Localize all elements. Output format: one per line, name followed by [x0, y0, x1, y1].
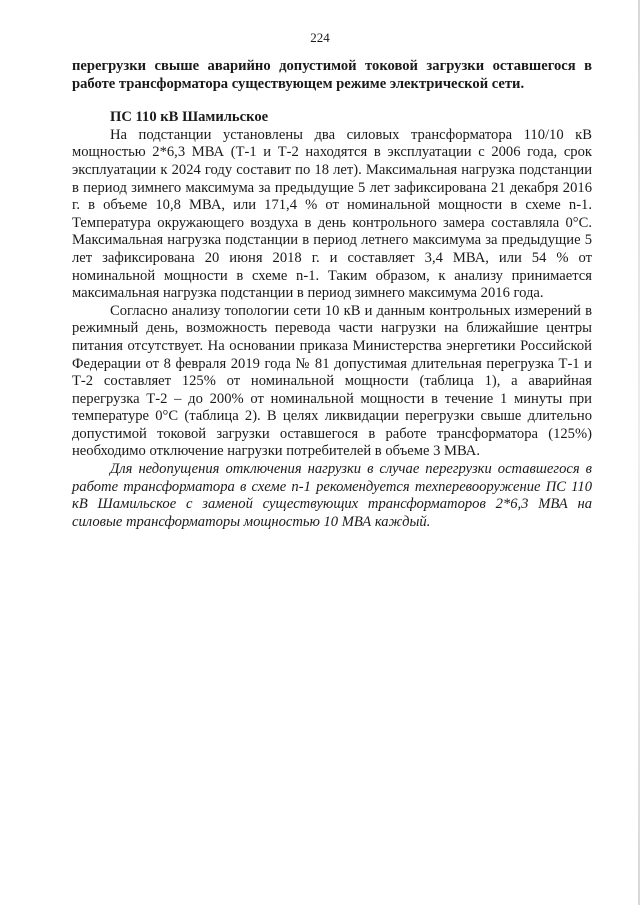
paragraph-recommendation: Для недопущения отключения нагрузки в случае перегрузки оставшегося в работе трансформатора в схеме n-1 рекомендуется техперевооружение ПС 110 кВ Шамильское с заменой существующих трансформаторов 2*6,3 МВА на силовые трансформаторы мощностью 10 МВА каждый. — [72, 461, 592, 530]
page-number: 224 — [310, 30, 330, 45]
section-heading: ПС 110 кВ Шамильское — [110, 109, 269, 126]
paragraph-substation-description: На подстанции установлены два силовых трансформатора 110/10 кВ мощностью 2*6,3 МВА (Т-1 и Т-2 находятся в эксплуатации с 2006 года, срок эксплуатации к 2024 году составит по 18 лет). Максимальная нагрузка подстанции в период зимнего максимума за предыдущие 5 лет зафиксирована 21 декабря 2016 г. в объеме 10,8 МВА, или 171,4 % от номинальной мощности в схеме n-1. Температура окружающего воздуха в день контрольного замера составляла 0°С. Максимальная нагрузка подстанции в период летнего максимума за предыдущие 5 лет зафиксирована 20 июня 2018 г. и составляет 3,4 МВА, или 54 % от номинальной мощности в схеме n-1. Таким образом, к анализу принимается максимальная нагрузка подстанции в период зимнего максимума 2016 года. — [72, 126, 592, 302]
intro-bold-text: перегрузки свыше аварийно допустимой токовой загрузки оставшегося в работе трансформатора существующем режиме электрической сети. — [72, 58, 592, 92]
document-body — [72, 58, 592, 531]
paragraph-topology-analysis: Согласно анализу топологии сети 10 кВ и данным контрольных измерений в режимный день, возможность перевода части нагрузки на ближайшие центры питания отсутствует. На основании приказа Министерства энергетики Российской Федерации от 8 февраля 2019 года № 81 допустимая длительная перегрузка Т-1 и Т-2 составляет 125% от номинальной мощности (таблица 1), а аварийная перегрузка Т-2 – до 200% от номинальной мощности в течение 1 минуты при температуре 0°С (таблица 2). В целях ликвидации перегрузки свыше длительно допустимой токовой загрузки оставшегося в работе трансформатора (125%) необходимо отключение нагрузки потребителей в объеме 3 МВА. — [72, 302, 592, 460]
